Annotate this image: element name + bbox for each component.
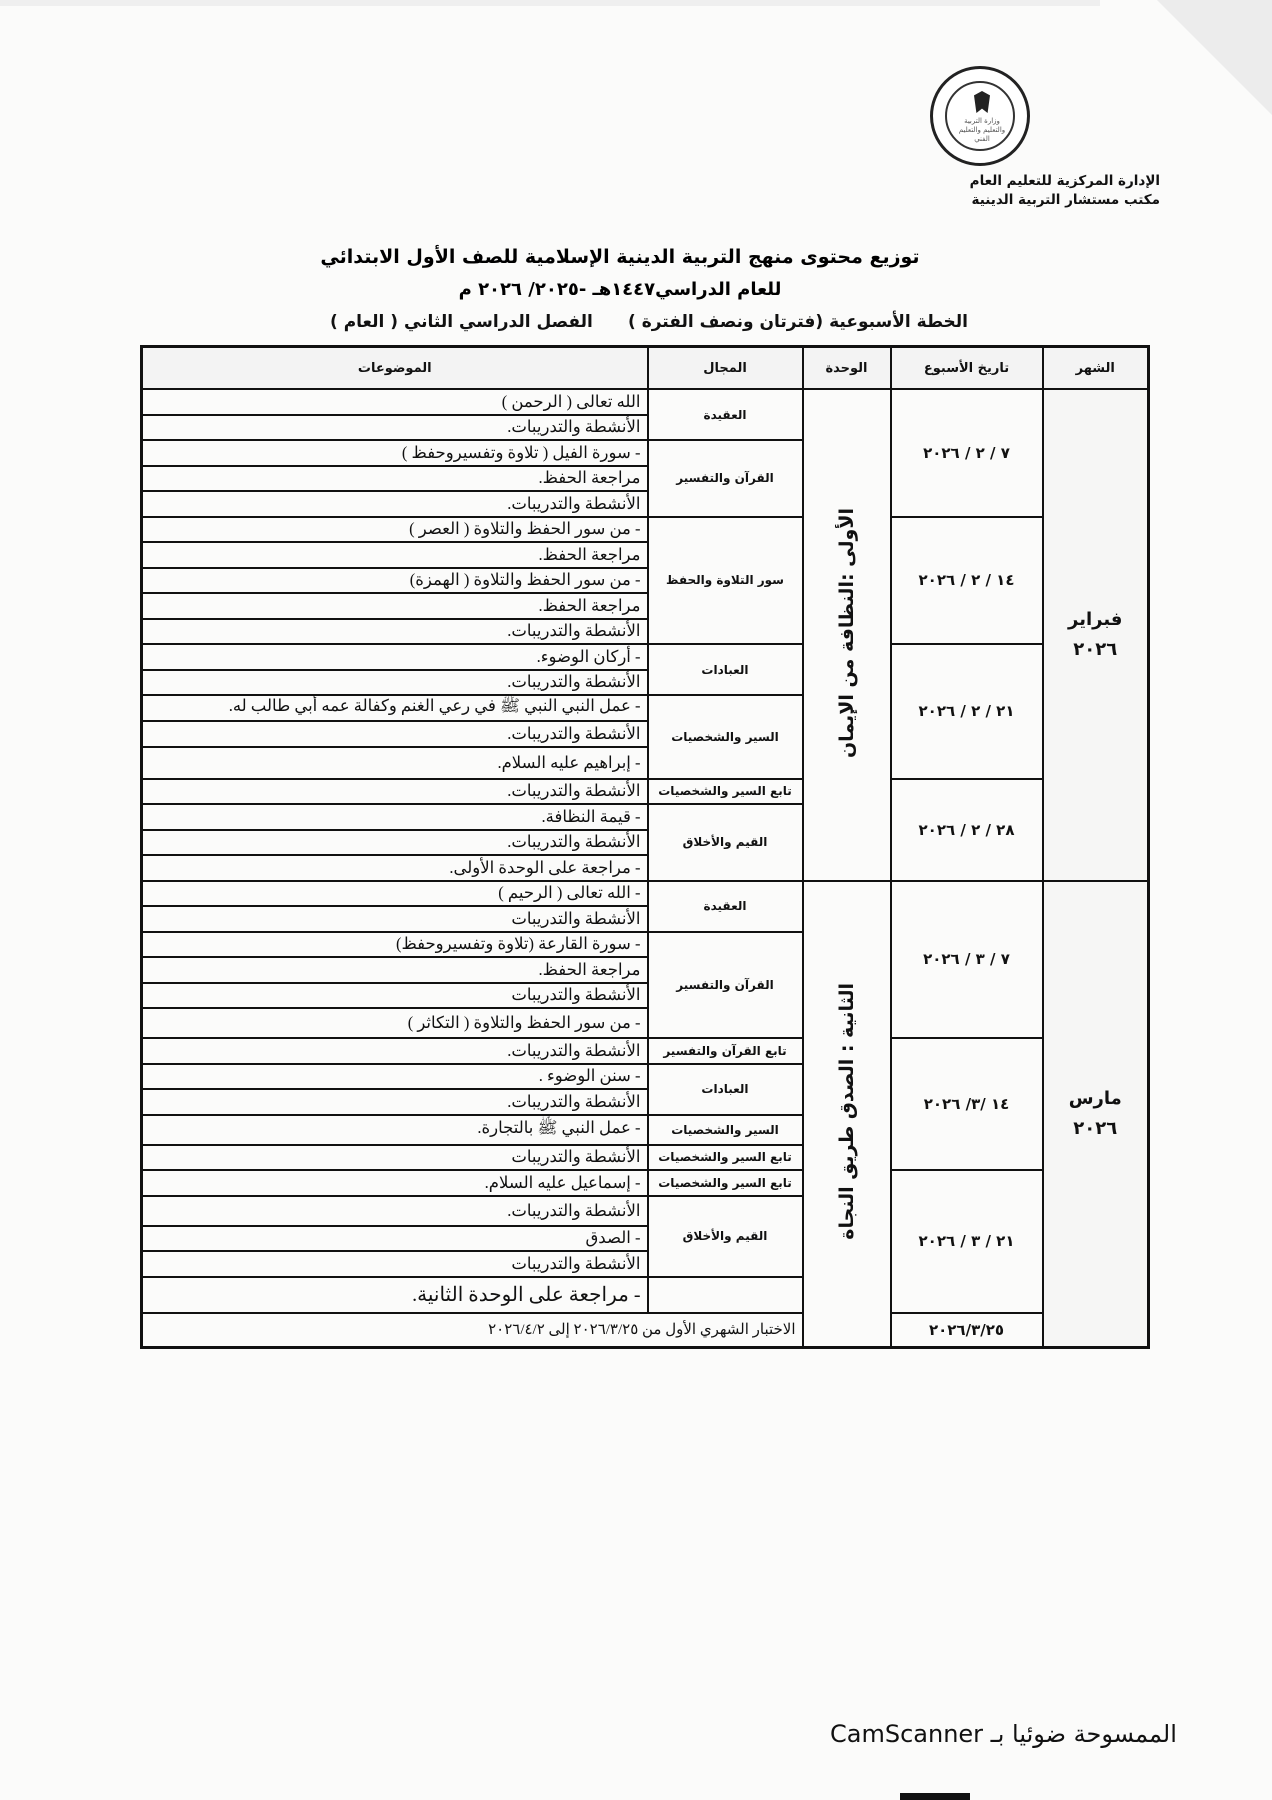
topic-cell: مراجعة الحفظ. (142, 466, 648, 492)
domain-cell: تابع القرآن والتفسير (648, 1038, 803, 1064)
domain-cell: العبادات (648, 1064, 803, 1115)
topic-cell: - من سور الحفظ والتلاوة ( الهمزة) (142, 568, 648, 594)
topic-cell: - الله تعالى ( الرحيم ) (142, 881, 648, 907)
week-date-cell: ١٤ / ٢ / ٢٠٢٦ (891, 517, 1043, 645)
week-date-cell: ٢١ / ٢ / ٢٠٢٦ (891, 644, 1043, 779)
scan-edge-mark (900, 1793, 970, 1800)
topic-cell: - من سور الحفظ والتلاوة ( التكاثر ) (142, 1008, 648, 1038)
topic-cell: - عمل النبي ﷺ بالتجارة. (142, 1115, 648, 1145)
domain-cell: سور التلاوة والحفظ (648, 517, 803, 645)
plan-label: الخطة الأسبوعية (فترتان ونصف الفترة ) (628, 312, 968, 332)
domain-cell: السير والشخصيات (648, 695, 803, 779)
topic-cell: مراجعة الحفظ. (142, 957, 648, 983)
logo-ring (945, 81, 1015, 151)
header-week-date: تاريخ الأسبوع (891, 347, 1043, 390)
unit-cell-1 (803, 389, 891, 881)
header-domain: المجال (648, 347, 803, 390)
topic-cell: الأنشطة والتدريبات. (142, 491, 648, 517)
week-date-cell: ١٤ /٣/ ٢٠٢٦ (891, 1038, 1043, 1170)
table-row (142, 779, 1149, 805)
table-row (142, 881, 1149, 907)
academic-year: للعام الدراسي١٤٤٧هـ -٢٠٢٥/ ٢٠٢٦ م (458, 279, 782, 300)
table-row (142, 1038, 1149, 1064)
org-line-2: مكتب مستشار التربية الدينية (971, 192, 1160, 208)
domain-cell: القرآن والتفسير (648, 932, 803, 1039)
header-month: الشهر (1043, 347, 1149, 390)
domain-cell: تابع السير والشخصيات (648, 779, 803, 805)
domain-cell-empty (648, 1277, 803, 1313)
week-date-cell: ٢١ / ٣ / ٢٠٢٦ (891, 1170, 1043, 1313)
domain-cell: تابع السير والشخصيات (648, 1170, 803, 1196)
domain-cell: العقيدة (648, 881, 803, 932)
topic-cell: الأنشطة والتدريبات. (142, 1038, 648, 1064)
week-date-cell: ٧ / ٣ / ٢٠٢٦ (891, 881, 1043, 1039)
topic-cell: الأنشطة والتدريبات (142, 1145, 648, 1171)
topic-cell: - إبراهيم عليه السلام. (142, 747, 648, 779)
exam-row (142, 1313, 1149, 1348)
logo-caption: وزارة التربية والتعليم والتعليم الفني (958, 117, 1006, 143)
organization-block (970, 172, 1160, 210)
domain-cell: القيم والأخلاق (648, 804, 803, 881)
month-year: ٢٠٢٦ (1073, 638, 1118, 660)
table-row (142, 1170, 1149, 1196)
domain-cell: تابع السير والشخصيات (648, 1145, 803, 1171)
month-cell-march (1043, 881, 1149, 1348)
topic-cell: - مراجعة على الوحدة الأولى. (142, 855, 648, 881)
topic-cell: الأنشطة والتدريبات. (142, 1196, 648, 1226)
topic-cell: - قيمة النظافة. (142, 804, 648, 830)
topic-cell: الأنشطة والتدريبات (142, 906, 648, 932)
exam-date-cell: ٢٠٢٦/٣/٢٥ (891, 1313, 1043, 1348)
topic-cell: - سورة القارعة (تلاوة وتفسيروحفظ) (142, 932, 648, 958)
topic-cell: الأنشطة والتدريبات (142, 983, 648, 1009)
topic-cell: - سنن الوضوء . (142, 1064, 648, 1090)
topic-cell: - من سور الحفظ والتلاوة ( العصر ) (142, 517, 648, 543)
term-label: الفصل الدراسي الثاني ( العام ) (330, 312, 593, 332)
unit-cell-2 (803, 881, 891, 1348)
table-row (142, 389, 1149, 415)
topic-cell: الأنشطة والتدريبات. (142, 779, 648, 805)
domain-cell: العبادات (648, 644, 803, 695)
topic-cell: الأنشطة والتدريبات. (142, 721, 648, 747)
header-topics: الموضوعات (142, 347, 648, 390)
topic-cell: - سورة الفيل ( تلاوة وتفسيروحفظ ) (142, 440, 648, 466)
topic-cell: الأنشطة والتدريبات. (142, 619, 648, 645)
topic-cell: مراجعة الحفظ. (142, 593, 648, 619)
week-date-cell: ٧ / ٢ / ٢٠٢٦ (891, 389, 1043, 517)
topic-cell: - مراجعة على الوحدة الثانية. (142, 1277, 648, 1313)
month-year: ٢٠٢٦ (1073, 1117, 1118, 1139)
weekly-plan-table (140, 345, 1150, 1349)
ministry-logo (930, 66, 1030, 166)
scan-top-edge (0, 0, 1100, 6)
topic-cell: الأنشطة والتدريبات. (142, 1089, 648, 1115)
unit-title: الأولى :النظافة من الإيمان (835, 507, 858, 758)
topic-cell: الأنشطة والتدريبات. (142, 670, 648, 696)
domain-cell: القيم والأخلاق (648, 1196, 803, 1277)
table-header-row (142, 347, 1149, 390)
topic-cell: الأنشطة والتدريبات. (142, 415, 648, 441)
topic-cell: مراجعة الحفظ. (142, 542, 648, 568)
document-title: توزيع محتوى منهج التربية الدينية الإسلامية للصف الأول الابتدائي (320, 246, 920, 268)
header-unit: الوحدة (803, 347, 891, 390)
topic-cell: الأنشطة والتدريبات. (142, 830, 648, 856)
week-date-cell: ٢٨ / ٢ / ٢٠٢٦ (891, 779, 1043, 881)
domain-cell: العقيدة (648, 389, 803, 440)
eagle-emblem-icon (974, 91, 990, 113)
domain-cell: القرآن والتفسير (648, 440, 803, 517)
table-row (142, 644, 1149, 670)
topic-cell: - أركان الوضوء. (142, 644, 648, 670)
camscanner-watermark: الممسوحة ضوئيا بـ CamScanner (830, 1720, 1177, 1748)
exam-note: الاختبار الشهري الأول من ٢٠٢٦/٣/٢٥ إلى ٢٠٢٦/٤/٢ (142, 1313, 803, 1348)
topic-cell: الله تعالى ( الرحمن ) (142, 389, 648, 415)
page-corner-fold (1157, 0, 1272, 115)
unit-title: الثانية : الصدق طريق النجاة (835, 983, 858, 1240)
month-label: مارس (1068, 1087, 1122, 1109)
topic-cell: الأنشطة والتدريبات (142, 1251, 648, 1277)
topic-cell: - الصدق (142, 1226, 648, 1252)
domain-cell: السير والشخصيات (648, 1115, 803, 1145)
org-line-1: الإدارة المركزية للتعليم العام (969, 173, 1160, 189)
month-cell-february (1043, 389, 1149, 881)
table-row (142, 517, 1149, 543)
topic-cell: - عمل النبي النبي ﷺ في رعي الغنم وكفالة عمه أبي طالب له. (142, 695, 648, 721)
topic-cell: - إسماعيل عليه السلام. (142, 1170, 648, 1196)
month-label: فبراير (1068, 608, 1123, 630)
